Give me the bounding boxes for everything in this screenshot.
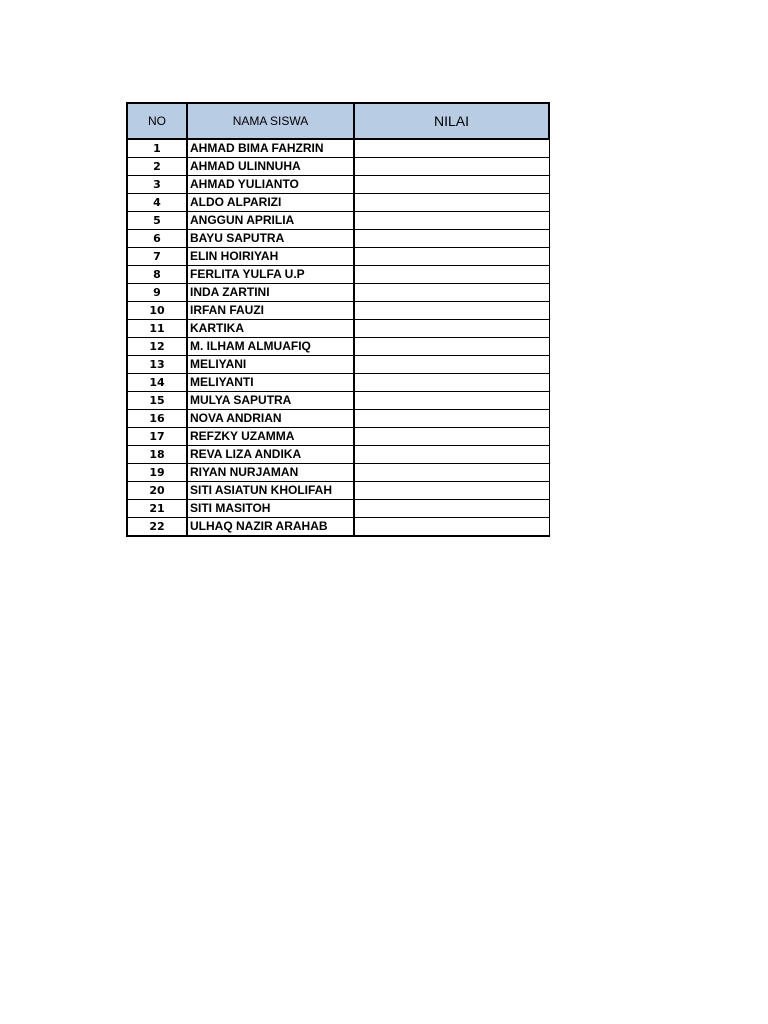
row-number: 15 — [127, 392, 187, 410]
student-name: ULHAQ NAZIR ARAHAB — [187, 518, 354, 537]
student-name: MELIYANTI — [187, 374, 354, 392]
table-body — [127, 139, 549, 536]
table-row — [127, 158, 549, 176]
table-row — [127, 266, 549, 284]
student-name: KARTIKA — [187, 320, 354, 338]
student-name: SITI MASITOH — [187, 500, 354, 518]
table-row — [127, 139, 549, 158]
row-number: 3 — [127, 176, 187, 194]
table-row — [127, 356, 549, 374]
student-name: REVA LIZA ANDIKA — [187, 446, 354, 464]
table-row — [127, 284, 549, 302]
grade-cell[interactable] — [354, 500, 549, 518]
student-name: MULYA SAPUTRA — [187, 392, 354, 410]
student-grade-table — [126, 102, 550, 537]
row-number: 17 — [127, 428, 187, 446]
table-row — [127, 464, 549, 482]
table-row — [127, 410, 549, 428]
table-header — [127, 103, 549, 139]
table-row — [127, 338, 549, 356]
grade-cell[interactable] — [354, 176, 549, 194]
table-row — [127, 482, 549, 500]
row-number: 7 — [127, 248, 187, 266]
grade-cell[interactable] — [354, 374, 549, 392]
student-name: FERLITA YULFA U.P — [187, 266, 354, 284]
grade-cell[interactable] — [354, 158, 549, 176]
student-name: IRFAN FAUZI — [187, 302, 354, 320]
student-name: NOVA ANDRIAN — [187, 410, 354, 428]
table-row — [127, 212, 549, 230]
table-row — [127, 320, 549, 338]
row-number: 12 — [127, 338, 187, 356]
row-number: 8 — [127, 266, 187, 284]
table-row — [127, 446, 549, 464]
student-name: SITI ASIATUN KHOLIFAH — [187, 482, 354, 500]
grade-cell[interactable] — [354, 320, 549, 338]
student-name: REFZKY UZAMMA — [187, 428, 354, 446]
header-nama-siswa: NAMA SISWA — [187, 103, 354, 139]
grade-cell[interactable] — [354, 338, 549, 356]
header-row — [127, 103, 549, 139]
row-number: 10 — [127, 302, 187, 320]
grade-cell[interactable] — [354, 482, 549, 500]
row-number: 5 — [127, 212, 187, 230]
row-number: 14 — [127, 374, 187, 392]
table-row — [127, 230, 549, 248]
student-name: BAYU SAPUTRA — [187, 230, 354, 248]
student-name: MELIYANI — [187, 356, 354, 374]
row-number: 2 — [127, 158, 187, 176]
student-name: AHMAD ULINNUHA — [187, 158, 354, 176]
header-nilai: NILAI — [354, 103, 549, 139]
row-number: 9 — [127, 284, 187, 302]
grade-cell[interactable] — [354, 230, 549, 248]
table-row — [127, 428, 549, 446]
row-number: 16 — [127, 410, 187, 428]
row-number: 11 — [127, 320, 187, 338]
row-number: 19 — [127, 464, 187, 482]
grade-cell[interactable] — [354, 428, 549, 446]
grade-cell[interactable] — [354, 410, 549, 428]
row-number: 13 — [127, 356, 187, 374]
row-number: 18 — [127, 446, 187, 464]
student-name: M. ILHAM ALMUAFIQ — [187, 338, 354, 356]
table-row — [127, 374, 549, 392]
grade-cell[interactable] — [354, 248, 549, 266]
student-name: RIYAN NURJAMAN — [187, 464, 354, 482]
student-name: AHMAD YULIANTO — [187, 176, 354, 194]
student-name: ALDO ALPARIZI — [187, 194, 354, 212]
grade-cell[interactable] — [354, 194, 549, 212]
grade-cell[interactable] — [354, 356, 549, 374]
grade-cell[interactable] — [354, 518, 549, 537]
grade-cell[interactable] — [354, 139, 549, 158]
header-no: NO — [127, 103, 187, 139]
grade-cell[interactable] — [354, 464, 549, 482]
table-row — [127, 176, 549, 194]
student-name: INDA ZARTINI — [187, 284, 354, 302]
grade-cell[interactable] — [354, 212, 549, 230]
row-number: 22 — [127, 518, 187, 537]
row-number: 20 — [127, 482, 187, 500]
table-row — [127, 392, 549, 410]
grade-cell[interactable] — [354, 446, 549, 464]
table-row — [127, 194, 549, 212]
student-name: AHMAD BIMA FAHZRIN — [187, 139, 354, 158]
row-number: 21 — [127, 500, 187, 518]
table-row — [127, 518, 549, 537]
row-number: 1 — [127, 139, 187, 158]
student-name: ELIN HOIRIYAH — [187, 248, 354, 266]
grade-cell[interactable] — [354, 284, 549, 302]
row-number: 4 — [127, 194, 187, 212]
student-name: ANGGUN APRILIA — [187, 212, 354, 230]
table-row — [127, 248, 549, 266]
grade-cell[interactable] — [354, 392, 549, 410]
row-number: 6 — [127, 230, 187, 248]
table-row — [127, 500, 549, 518]
grade-cell[interactable] — [354, 302, 549, 320]
grade-cell[interactable] — [354, 266, 549, 284]
table-row — [127, 302, 549, 320]
